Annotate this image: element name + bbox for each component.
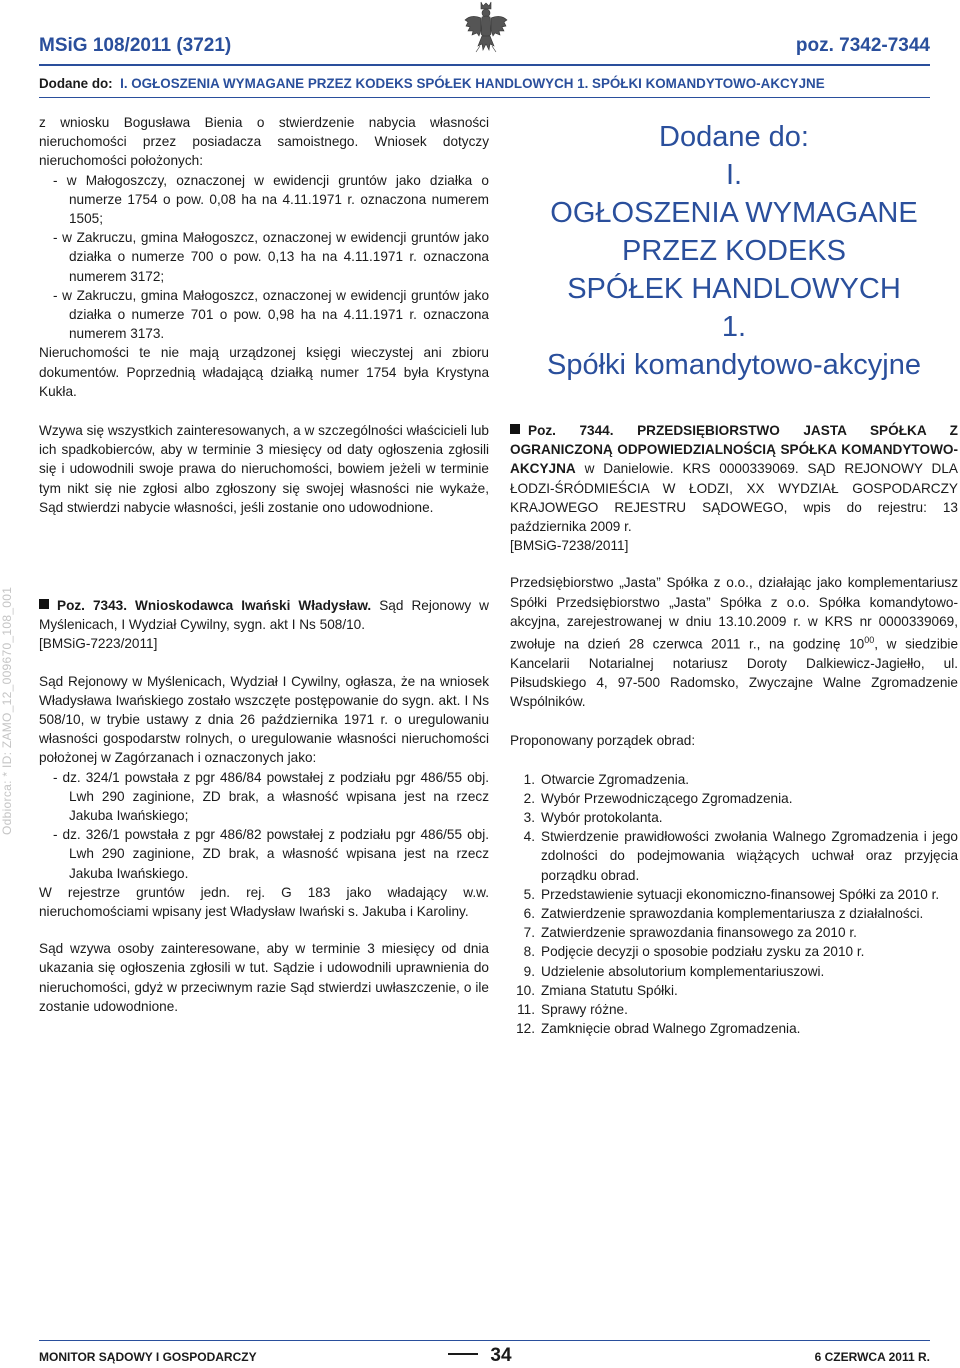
notice-7344 — [510, 421, 958, 1038]
position-range: poz. 7342-7344 — [795, 35, 930, 56]
agenda-text: Podjęcie decyzji o sposobie podziału zysku za 2010 r. — [541, 944, 865, 960]
notice-court: Sąd Rejonowy w Myślenicach, I Wydział Cywilny, sygn. akt I Ns 508/10. — [39, 598, 490, 633]
agenda-text: Stwierdzenie prawidłowości zwołania Walnego Zgromadzenia i jego zdolności do podejmowania wiążących uchwał oraz przyjęcia porządku obrad. — [541, 829, 958, 883]
list-item: - dz. 324/1 powstała z pgr 486/84 powstałej z podziału pgr 486/55 obj. Lwh 290 zaginione, ZD brak, a własność wpisana jest na rzecz Jakuba Iwańskiego; — [53, 769, 489, 824]
agenda-text: Wybór protokolanta. — [541, 809, 663, 825]
paragraph: Nieruchomości te nie mają urządzonej księgi wieczystej ani zbioru dokumentów. Poprzednią władającą działką numer 1754 była Krystyna Kukła. — [39, 345, 489, 399]
agenda-number: 11. — [517, 1002, 535, 1018]
agenda-item — [510, 981, 958, 1000]
summons-paragraph — [39, 421, 489, 517]
agenda-list — [510, 770, 958, 1039]
agenda-item — [510, 789, 958, 808]
agenda-text: Wybór Przewodniczącego Zgromadzenia. — [541, 790, 793, 806]
agenda-text: Zmiana Statutu Spółki. — [541, 982, 678, 998]
breadcrumb — [39, 76, 825, 91]
agenda-item — [510, 1019, 958, 1038]
agenda-item — [510, 827, 958, 885]
title-line: PRZEZ KODEKS — [622, 235, 846, 267]
journal-issue: MSiG 108/2011 (3721) — [39, 35, 232, 56]
agenda-item — [510, 904, 958, 923]
agenda-number: 9. — [523, 963, 535, 979]
agenda-number: 3. — [523, 809, 535, 825]
breadcrumb-path: I. OGŁOSZENIA WYMAGANE PRZEZ KODEKS SPÓŁEK HANDLOWYCH 1. SPÓŁKI KOMANDYTOWO-AKCYJNE — [120, 76, 825, 91]
agenda-item — [510, 808, 958, 827]
page-number-text: 34 — [490, 1345, 512, 1366]
paragraph: W rejestrze gruntów jedn. rej. G 183 jako władający w.w. nieruchomościami wpisany jest Władysław Iwański s. Jakuba i Karoliny. — [39, 884, 489, 920]
notice-7343 — [39, 596, 489, 1016]
breadcrumb-divider — [39, 97, 930, 98]
agenda-number: 8. — [523, 944, 535, 960]
paragraph-text: Przedsiębiorstwo „Jasta” Spółka z o.o., działając jako komplementariusz Spółki Przedsiębiorstwo „Jasta” Spółka z o.o. Spółka komandytowo-akcyjna, zarejestrowanej w dniu 13.10.2009 r. w KRS nr 0000339069, zwołuje na dzień 28 czerwca 2011 r., na godzinę 10 — [510, 575, 958, 652]
agenda-item — [510, 962, 958, 981]
notice-heading — [39, 596, 489, 634]
agenda-text: Zamknięcie obrad Walnego Zgromadzenia. — [541, 1021, 801, 1037]
agenda-number: 6. — [523, 906, 535, 921]
agenda-text: Sprawy różne. — [541, 1002, 628, 1018]
notice-heading — [510, 421, 958, 536]
publication-name: MONITOR SĄDOWY I GOSPODARCZY — [39, 1350, 257, 1364]
agenda-number: 2. — [523, 790, 535, 806]
agenda-number: 1. — [523, 771, 535, 787]
agenda-item — [510, 885, 958, 904]
agenda-item — [510, 942, 958, 961]
page-number-dash — [448, 1353, 478, 1355]
agenda-item — [510, 923, 958, 942]
notice-title: Poz. 7343. Wnioskodawca Iwański Władysław. — [57, 598, 372, 613]
agenda-number: 12. — [516, 1021, 535, 1037]
bullet-square-icon — [510, 424, 520, 434]
recipient-watermark — [0, 0, 18, 1368]
title-line: Spółki komandytowo-akcyjne — [547, 349, 921, 381]
agenda-item — [510, 1000, 958, 1019]
footer-divider — [39, 1340, 930, 1341]
paragraph: z wniosku Bogusława Bienia o stwierdzenie nabycia własności nieruchomości przez posiadacza samoistnego. Wniosek dotyczy nieruchomości położonych: — [39, 115, 489, 169]
notice-registry: w Danielowie. KRS 0000339069. SĄD REJONOWY DLA ŁODZI-ŚRÓDMIEŚCIA W ŁODZI, XX WYDZIAŁ GOSPODARCZY KRAJOWEGO REJESTRU SĄDOWEGO, wpis do rejestru: 13 października 2009 r. — [510, 461, 958, 535]
agenda-number: 10. — [516, 982, 535, 998]
title-line: SPÓŁEK HANDLOWYCH — [567, 273, 901, 305]
notice-title: Poz. 7344. PRZEDSIĘBIORSTWO JASTA SPÓŁKA Z OGRANICZONĄ ODPOWIEDZIALNOŚCIĄ SPÓŁKA KOMANDYTOWO-AKCYJNA — [510, 423, 958, 477]
notice-ref: [BMSiG-7238/2011] — [510, 538, 629, 554]
title-line: OGŁOSZENIA WYMAGANE — [550, 197, 918, 229]
watermark-text: Odbiorca: * ID: ZAMO_12_009670_108_001 — [0, 586, 14, 835]
agenda-number: 5. — [523, 886, 535, 902]
agenda-text: Zatwierdzenie sprawozdania finansowego za 2010 r. — [541, 925, 857, 941]
agenda-text: Przedstawienie sytuacji ekonomiczno-finansowej Spółki za 2010 r. — [541, 886, 940, 902]
paragraph — [510, 573, 958, 711]
list-item: - dz. 326/1 powstała z pgr 486/82 powstałej z podziału pgr 486/55 obj. Lwh 290 zaginione, ZD brak, a własność wpisana jest na rzecz Jakuba Iwańskiego. — [53, 827, 489, 881]
list-item: - w Zakruczu, gmina Małogoszcz, oznaczonej w ewidencji gruntów jako działka o numerze 700 o pow. 0,13 ha na 4.11.1971 r. oznaczona numerem 3172; — [53, 230, 489, 284]
title-line: I. — [725, 159, 743, 191]
notice-ref: [BMSiG-7223/2011] — [39, 636, 158, 652]
paragraph: Sąd wzywa osoby zainteresowane, aby w terminie 3 miesięcy od dnia ukazania się ogłoszenia zgłosili w tut. Sądzie i udowodnili uprawnienia do nieruchomości, gdyż w przeciwnym razie Sąd stwierdzi uwłaszczenie, o ile zostanie udowodnione. — [39, 941, 489, 1014]
agenda-number: 4. — [523, 829, 535, 845]
time-superscript: 00 — [864, 635, 875, 646]
agenda-text: Zatwierdzenie sprawozdania komplementariusza z działalności. — [541, 906, 924, 921]
list-item: - w Małogoszczy, oznaczonej w ewidencji gruntów jako działka o numerze 1754 o pow. 0,08 ha na 4.11.1971 r. oznaczona numerem 1505; — [53, 172, 489, 227]
paragraph: Sąd Rejonowy w Myślenicach, Wydział I Cywilny, ogłasza, że na wniosek Władysława Iwańskiego zostało wszczęte postępowanie do sygn. akt. I Ns 508/10, w trybie ustawy z dnia 26 października 1971 r. o uregulowaniu własności gospodarstw rolnych, o uregulowanie własności nieruchomości położonej w Zagórzanach i oznaczonych jako: — [39, 673, 489, 766]
agenda-text: Udzielenie absolutorium komplementariuszowi. — [541, 963, 825, 979]
paragraph: Wzywa się wszystkich zainteresowanych, a w szczególności właścicieli lub ich spadkobierców, aby w terminie 3 miesięcy od daty ogłoszenia zgłosili się i udowodnili swoje prawa do nieruchomości, bowiem jeżeli w terminie tym nikt się nie zgłosi albo zgłoszony się swojej własności nie wykaże, Sąd stwierdzi nabycie własności, jeśli zostanie ono udowodnione. — [39, 423, 489, 515]
bullet-square-icon — [39, 599, 49, 609]
agenda-text: Otwarcie Zgromadzenia. — [541, 771, 690, 787]
breadcrumb-label: Dodane do: — [39, 76, 113, 91]
issue-date: 6 CZERWCA 2011 R. — [814, 1350, 930, 1364]
agenda-item — [510, 770, 958, 789]
polish-eagle-emblem — [463, 0, 509, 58]
title-line: 1. — [721, 311, 747, 343]
title-line: Dodane do: — [659, 121, 809, 153]
list-item: - w Zakruczu, gmina Małogoszcz, oznaczonej w ewidencji gruntów jako działka o numerze 701 o pow. 0,98 ha na 4.11.1971 r. oznaczona numerem 3173. — [53, 287, 489, 342]
agenda-number: 7. — [523, 925, 535, 941]
agenda-intro: Proponowany porządek obrad: — [510, 733, 696, 749]
paragraph-text: , w siedzibie Kancelarii Notarialnej notariusz Doroty Dalkiewicz-Jagiełło, ul. Piłsudskiego 4, 97-500 Radomsko, Zwyczajne Walne Zgromadzenie Wspólników. — [510, 636, 959, 710]
left-column-continuation — [39, 113, 489, 401]
header-divider — [39, 64, 930, 66]
section-title — [510, 118, 958, 384]
